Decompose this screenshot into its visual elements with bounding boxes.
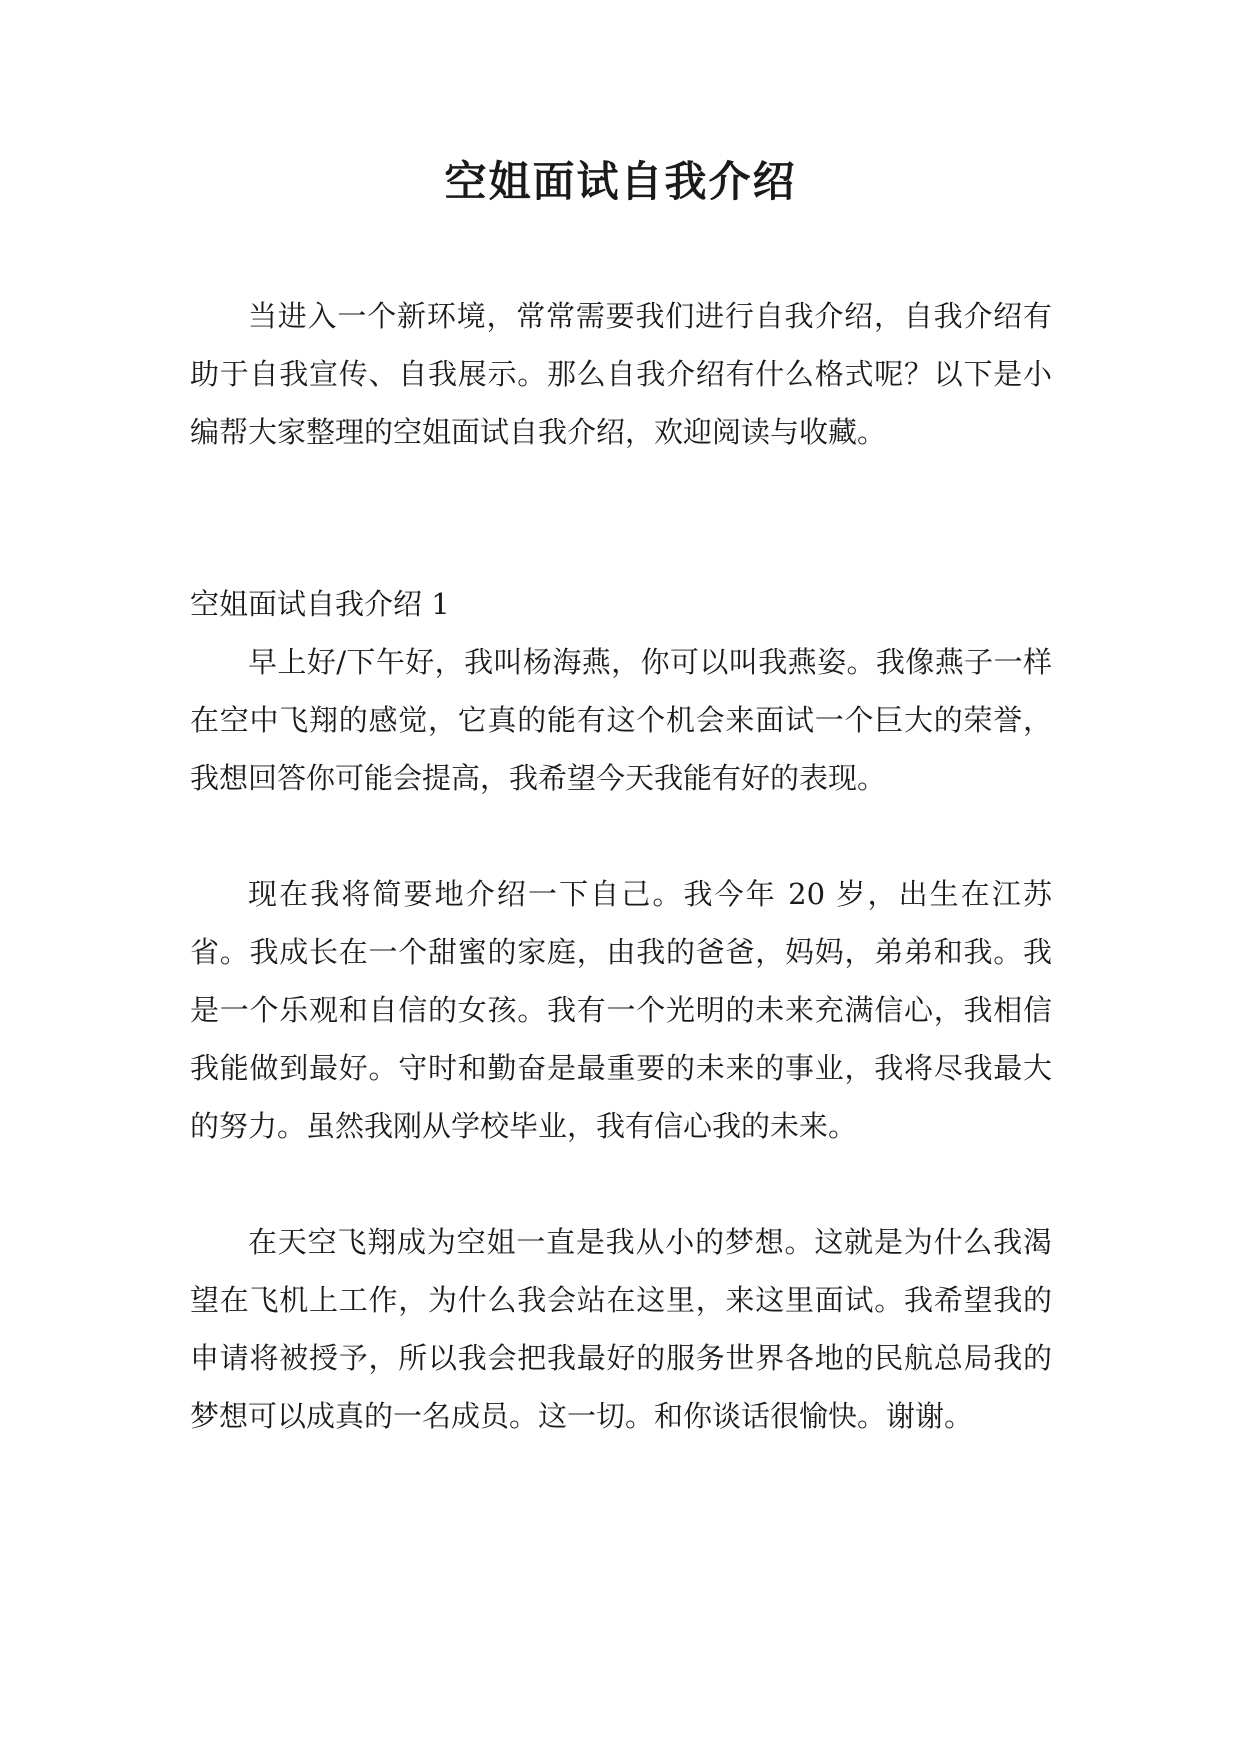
- body-paragraph: 在天空飞翔成为空姐一直是我从小的梦想。这就是为什么我渴望在飞机上工作，为什么我会站在这里，来这里面试。我希望我的申请将被授予，所以我会把我最好的服务世界各地的民航总局我的梦想可以成真的一名成员。这一切。和你谈话很愉快。谢谢。: [190, 1225, 1052, 1433]
- intro-paragraph: 当进入一个新环境，常常需要我们进行自我介绍，自我介绍有助于自我宣传、自我展示。那么自我介绍有什么格式呢？以下是小编帮大家整理的空姐面试自我介绍，欢迎阅读与收藏。: [190, 299, 1052, 449]
- section-heading: 空姐面试自我介绍 1: [190, 587, 450, 621]
- body-paragraph: 早上好/下午好，我叫杨海燕，你可以叫我燕姿。我像燕子一样在空中飞翔的感觉，它真的能有这个机会来面试一个巨大的荣誉，我想回答你可能会提高，我希望今天我能有好的表现。: [190, 645, 1052, 795]
- body-paragraph: 现在我将简要地介绍一下自己。我今年 20 岁，出生在江苏省。我成长在一个甜蜜的家庭，由我的爸爸，妈妈，弟弟和我。我是一个乐观和自信的女孩。我有一个光明的未来充满信心，我相信我能做到最好。守时和勤奋是最重要的未来的事业，我将尽我最大的努力。虽然我刚从学校毕业，我有信心我的未来。: [190, 877, 1052, 1143]
- document-title: 空姐面试自我介绍: [444, 157, 797, 206]
